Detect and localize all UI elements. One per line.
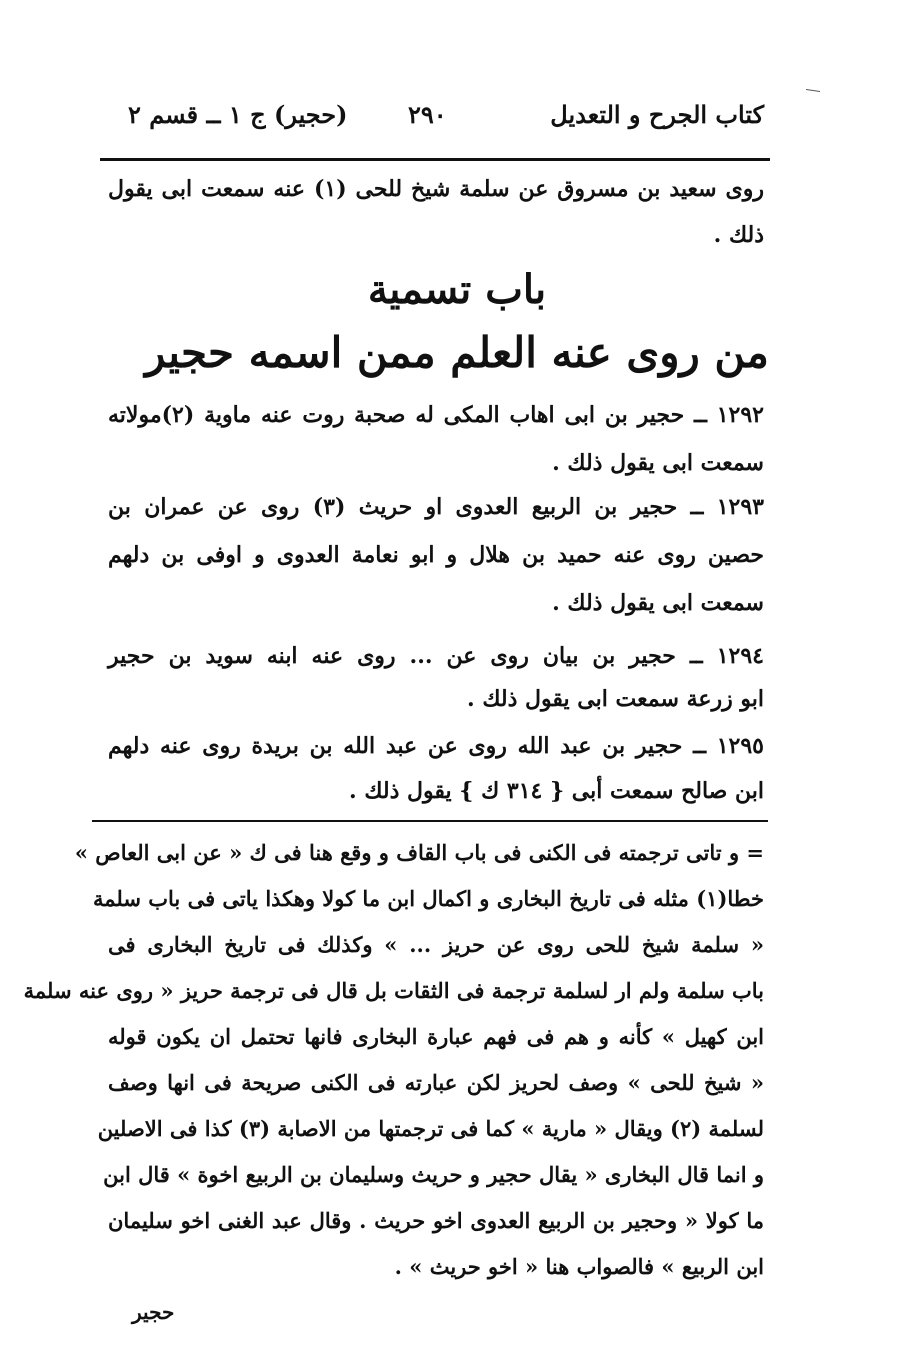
- chapter-title-line2: من روى عنه العلم ممن اسمه حجير: [145, 328, 769, 377]
- footnote-line: و انما قال البخارى « يقال حجير و حريث وسليمان بن الربيع اخوة » قال ابن: [103, 1162, 764, 1187]
- entry-1294-line: ابو زرعة سمعت ابى يقول ذلك .: [467, 686, 764, 712]
- footnote-line: لسلمة (٢) ويقال « مارية » كما فى ترجمتها من الاصابة (٣) كذا فى الاصلين: [97, 1116, 764, 1141]
- footnote-line: « شيخ للحى » وصف لحريز لكن عبارته فى الكنى صريحة فى انها وصف: [108, 1070, 764, 1095]
- stray-mark: [806, 89, 820, 92]
- entry-1293-line: سمعت ابى يقول ذلك .: [552, 590, 764, 616]
- footnote-line: ابن كهيل » كأنه و هم فى فهم عبارة البخارى فانها تحتمل ان يكون قوله: [108, 1024, 764, 1049]
- page-number: ٢٩٠: [408, 100, 447, 129]
- footnote-line: « سلمة شيخ للحى روى عن حريز ... » وكذلك فى تاريخ البخارى فى: [108, 932, 764, 957]
- footnote-line: ابن الربيع » فالصواب هنا « اخو حريث » .: [394, 1254, 764, 1279]
- footnote-line: = و تاتى ترجمته فى الكنى فى باب القاف و وقع هنا فى ك « عن ابى العاص »: [74, 840, 764, 865]
- intro-line: ذلك .: [713, 222, 764, 248]
- entry-1292-line: ١٢٩٢ ــ حجير بن ابى اهاب المكى له صحبة روت عنه ماوية (٢)مولاته: [108, 402, 764, 428]
- footnote-line: خطا(١) مثله فى تاريخ البخارى و اكمال ابن ما كولا وهكذا ياتى فى باب سلمة: [92, 886, 764, 911]
- entry-1293-line: حصين روى عنه حميد بن هلال و ابو نعامة العدوى و اوفى بن دلهم: [108, 542, 764, 568]
- entry-1295-line: ابن صالح سمعت أبى { ٣١٤ ك } يقول ذلك .: [349, 778, 764, 804]
- entry-1293-line: ١٢٩٣ ــ حجير بن الربيع العدوى او حريث (٣) روى عن عمران بن: [108, 494, 764, 520]
- footnote-line: باب سلمة ولم ار لسلمة ترجمة فى الثقات بل قال فى ترجمة حريز « روى عنه سلمة: [23, 978, 764, 1003]
- footnote-rule: [92, 820, 768, 822]
- entry-1294-line: ١٢٩٤ ــ حجير بن بيان روى عن ... روى عنه ابنه سويد بن حجير: [108, 643, 764, 669]
- footnote-line: ما كولا « وحجير بن الربيع العدوى اخو حريث . وقال عبد الغنى اخو سليمان: [108, 1208, 764, 1233]
- entry-1292-line: سمعت ابى يقول ذلك .: [552, 450, 764, 476]
- chapter-title-line1: باب تسمية: [367, 266, 547, 313]
- page-header: [128, 100, 764, 144]
- section-label: (حجير) ج ١ ــ قسم ٢: [128, 100, 348, 129]
- intro-line: روى سعيد بن مسروق عن سلمة شيخ للحى (١) عنه سمعت ابى يقول: [108, 176, 764, 202]
- catchword: حجير: [132, 1300, 175, 1324]
- book-title: كتاب الجرح و التعديل: [550, 100, 764, 129]
- entry-1295-line: ١٢٩٥ ــ حجير بن عبد الله روى عن عبد الله بن بريدة روى عنه دلهم: [108, 733, 764, 759]
- header-rule: [100, 158, 770, 161]
